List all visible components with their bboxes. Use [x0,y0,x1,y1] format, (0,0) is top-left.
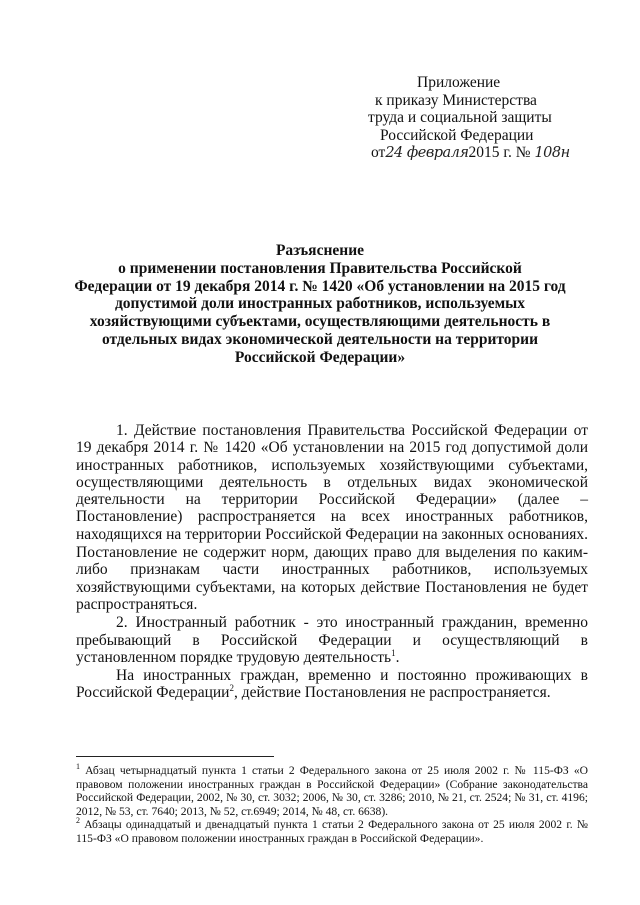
footnote-2-text: Абзацы одинадцатый и двенадцатый пункта 1 статьи 2 Федерального закона от 25 июля 2002 г. № 115-ФЗ «О правовом положении иностранных граждан в Российской Федерации». [76,818,588,845]
footnote-divider [76,756,274,757]
date-year: 2015 г. № [468,144,531,161]
paragraph-4-end: , действие Постановления не распространяется. [233,684,551,702]
date-prefix: от [371,144,386,161]
paragraph-3-end: . [395,648,400,666]
title-line: Федерации от 19 декабря 2014 г. № 1420 «Об установлении на 2015 год [74,277,566,295]
document-title [60,242,580,367]
handwritten-date: 24 февраля [385,145,469,161]
footnote-2-mark: 2 [76,816,80,826]
title-line: Российской Федерации» [234,348,406,366]
paragraph-3 [76,614,588,666]
document-body [76,422,588,702]
appendix-label: Приложение [417,74,501,91]
country-name: Российской Федерации [380,126,534,144]
footnote-1-text: Абзац четырнадцатый пункта 1 статьи 2 Федерального закона от 25 июля 2002 г. № 115-ФЗ «О правовом положении иностранных граждан в Российской Федерации» (Собрание законодательства Российской Федерации, 2002, № 30, ст. 3032; 2006, № 30, ст. 3286; 2010, № 21, ст. 2524; № 31, ст. 4196; 2012, № 53, ст. 7640; 2013, № 52, ст.6949; 2014, № 48, ст. 6638). [76,764,588,818]
order-date-line [371,144,631,163]
title-line: Разъяснение [275,242,365,259]
handwritten-order-number: 108н [534,145,570,161]
footnote-2 [76,818,588,845]
paragraph-4-text: На иностранных граждан, временно и постоянно проживающих в Российской Федерации [76,667,588,702]
title-line: хозяйствующими субъектами, осуществляющими деятельность в [89,313,551,331]
paragraph-4 [76,667,588,702]
footnote-ref-1[interactable]: 1 [391,647,396,658]
appendix-header [355,74,615,163]
footnote-1 [76,764,588,818]
title-line: о применении постановления Правительства Российской [118,259,522,277]
order-reference: к приказу Министерства [375,91,537,109]
footnote-1-mark: 1 [76,762,80,772]
paragraph-2: Постановление не содержит норм, дающих право для выделения по каким-либо признакам части иностранных работников, используемых хозяйствующими субъектами, на которых действие Постановления не будет распространяться. [76,544,588,613]
title-line: отдельных видах экономической деятельности на территории [101,330,539,348]
paragraph-3-text: 2. Иностранный работник - это иностранный гражданин, временно пребывающий в Российской Федерации и осуществляющий в установленном порядке трудовую деятельность [76,614,588,666]
paragraph-1: 1. Действие постановления Правительства Российской Федерации от 19 декабря 2014 г. № 1420 «Об установлении на 2015 год допустимой доли иностранных работников, используемых хозяйствующими субъектами, осуществляющими деятельность в отдельных видах экономической деятельности на территории Российской Федерации» (далее – Постановление) распространяется на всех иностранных работников, находящихся на территории Российской Федерации на законных основаниях. [76,422,589,543]
ministry-name: труда и социальной защиты [368,109,552,126]
footnote-ref-2[interactable]: 2 [229,683,234,694]
title-line: допустимой доли иностранных работников, используемых [114,295,526,313]
footnotes [76,764,588,845]
